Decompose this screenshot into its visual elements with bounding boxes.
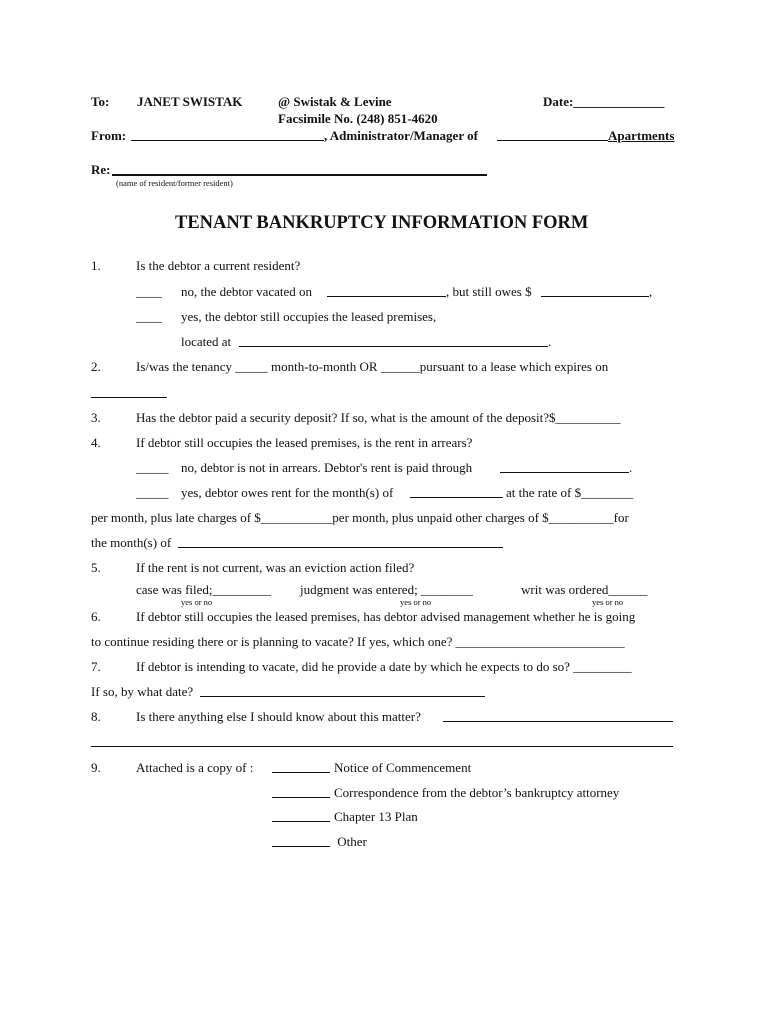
q4-yes-label: yes, debtor owes rent for the month(s) of	[181, 485, 394, 500]
re-label: Re:	[91, 162, 111, 177]
q1-no-checkbox[interactable]: ____	[136, 284, 162, 299]
vacate-date-label: If so, by what date?	[91, 684, 194, 699]
attachment-checkbox-correspondence[interactable]	[272, 797, 330, 798]
recipient-name: JANET SWISTAK	[137, 94, 243, 109]
yes-no-hint: yes or no	[181, 597, 213, 607]
form-title: TENANT BANKRUPTCY INFORMATION FORM	[175, 213, 589, 233]
q1-comma: ,	[649, 284, 653, 299]
q1-yes-checkbox[interactable]: ____	[136, 309, 162, 324]
to-label: To:	[91, 94, 110, 109]
q4-text: If debtor still occupies the leased premises, is the rent in arrears?	[136, 435, 473, 450]
q5-text: If the rent is not current, was an eviction action filed?	[136, 560, 415, 575]
law-firm: @ Swistak & Levine	[278, 94, 392, 109]
apartments-label: Apartments	[608, 128, 675, 143]
q2-number: 2.	[91, 359, 101, 374]
apartment-name-field[interactable]	[497, 140, 608, 141]
resident-name-field[interactable]	[112, 174, 487, 176]
vacated-date-field[interactable]	[327, 296, 446, 297]
additional-info-field[interactable]	[443, 721, 673, 722]
attachment-notice-label: Notice of Commencement	[334, 760, 472, 775]
yes-no-hint: yes or no	[592, 597, 624, 607]
located-at-field[interactable]	[239, 346, 548, 347]
additional-info-line-2[interactable]	[91, 746, 673, 747]
q1-number: 1.	[91, 258, 101, 273]
q4-number: 4.	[91, 435, 101, 450]
located-at-label: located at	[181, 334, 232, 349]
attachment-other-label: Other	[334, 834, 367, 849]
months-owed-field[interactable]	[410, 497, 503, 498]
q6-continued: to continue residing there or is planning to vacate? If yes, which one? __________________________	[91, 634, 625, 649]
charges-months-field[interactable]	[178, 547, 503, 548]
vacate-date-field[interactable]	[200, 696, 485, 697]
q4-no-checkbox[interactable]: _____	[136, 460, 169, 475]
q2-text: Is/was the tenancy _____ month-to-month OR ______pursuant to a lease which expires on	[136, 359, 609, 374]
case-filed-field[interactable]: case was filed;_________	[136, 582, 272, 597]
paid-through-field[interactable]	[500, 472, 629, 473]
q6-text: If debtor still occupies the leased premises, has debtor advised management whether he is going	[136, 609, 636, 624]
q1-no-label: no, the debtor vacated on	[181, 284, 313, 299]
attachment-checkbox-plan[interactable]	[272, 821, 330, 822]
owed-amount-field[interactable]	[541, 296, 649, 297]
fax-number: Facsimile No. (248) 851-4620	[278, 111, 438, 126]
date-field[interactable]: Date:______________	[543, 94, 665, 109]
attachment-checkbox-other[interactable]	[272, 846, 330, 847]
attachment-plan-label: Chapter 13 Plan	[334, 809, 418, 824]
late-charges-line: per month, plus late charges of $___________per month, plus unpaid other charges of $__________for	[91, 510, 629, 525]
yes-no-hint: yes or no	[400, 597, 432, 607]
attachment-correspondence-label: Correspondence from the debtor’s bankruptcy attorney	[334, 785, 620, 800]
from-role: , Administrator/Manager of	[324, 128, 478, 143]
rate-label: at the rate of $________	[506, 485, 634, 500]
months-of-label: the month(s) of	[91, 535, 172, 550]
from-label: From:	[91, 128, 127, 143]
judgment-entered-field[interactable]: judgment was entered; ________	[300, 582, 473, 597]
writ-ordered-field[interactable]: writ was ordered______	[521, 582, 648, 597]
q3-text: Has the debtor paid a security deposit? If so, what is the amount of the deposit?$__________	[136, 410, 621, 425]
q5-number: 5.	[91, 560, 101, 575]
q7-number: 7.	[91, 659, 101, 674]
q1-text: Is the debtor a current resident?	[136, 258, 301, 273]
from-name-field[interactable]	[131, 140, 324, 141]
q8-text: Is there anything else I should know about this matter?	[136, 709, 421, 724]
attachment-checkbox-notice[interactable]	[272, 772, 330, 773]
located-period: .	[548, 334, 552, 349]
still-owes-label: , but still owes $	[446, 284, 532, 299]
q6-number: 6.	[91, 609, 101, 624]
q4-no-label: no, debtor is not in arrears. Debtor's rent is paid through	[181, 460, 473, 475]
q8-number: 8.	[91, 709, 101, 724]
q9-number: 9.	[91, 760, 101, 775]
q4-period: .	[629, 460, 633, 475]
q9-text: Attached is a copy of :	[136, 760, 254, 775]
q7-text: If debtor is intending to vacate, did he provide a date by which he expects to do so? _________	[136, 659, 632, 674]
lease-expiry-field[interactable]	[91, 397, 167, 398]
q3-number: 3.	[91, 410, 101, 425]
resident-name-note: (name of resident/former resident)	[116, 178, 233, 188]
q1-yes-label: yes, the debtor still occupies the leased premises,	[181, 309, 437, 324]
q4-yes-checkbox[interactable]: _____	[136, 485, 169, 500]
